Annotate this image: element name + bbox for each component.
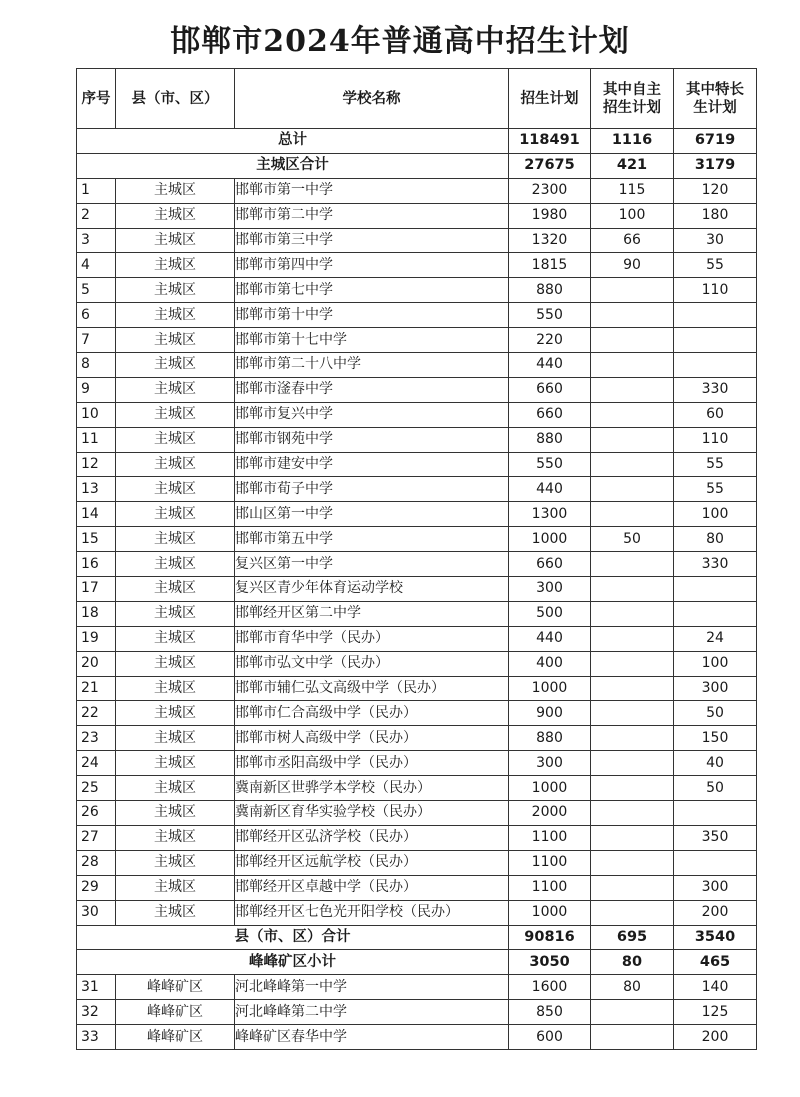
cell-self-plan: 66 [591, 228, 674, 253]
cell-plan: 2000 [509, 801, 591, 826]
cell-county: 主城区 [116, 377, 235, 402]
row-number: 6 [81, 306, 90, 323]
cell-county: 主城区 [116, 552, 235, 577]
row-number: 26 [81, 804, 99, 821]
cell-county: 主城区 [116, 278, 235, 303]
cell-self-plan [591, 900, 674, 925]
cell-county: 主城区 [116, 850, 235, 875]
table-row [77, 278, 757, 303]
cell-self-plan [591, 477, 674, 502]
cell-county: 主城区 [116, 328, 235, 353]
cell-no [77, 477, 116, 502]
cell-no [77, 228, 116, 253]
cell-plan: 440 [509, 626, 591, 651]
cell-self-plan: 100 [591, 203, 674, 228]
cell-plan: 880 [509, 427, 591, 452]
summary-label: 峰峰矿区小计 [77, 950, 509, 975]
row-number: 29 [81, 879, 99, 896]
table-row [77, 178, 757, 203]
cell-no [77, 701, 116, 726]
cell-county: 主城区 [116, 303, 235, 328]
cell-self-plan [591, 701, 674, 726]
cell-school: 邯郸市复兴中学 [235, 402, 509, 427]
cell-self-plan: 90 [591, 253, 674, 278]
cell-county: 峰峰矿区 [116, 1000, 235, 1025]
cell-school: 邯郸市第二十八中学 [235, 353, 509, 378]
cell-plan: 1000 [509, 527, 591, 552]
cell-special-plan: 300 [674, 875, 757, 900]
cell-no [77, 676, 116, 701]
row-number: 3 [81, 232, 90, 248]
cell-special-plan [674, 303, 757, 328]
cell-plan: 90816 [509, 925, 591, 950]
cell-special-plan: 50 [674, 701, 757, 726]
table-row [77, 651, 757, 676]
table-row [77, 850, 757, 875]
cell-self-plan [591, 377, 674, 402]
cell-no [77, 626, 116, 651]
cell-plan: 500 [509, 601, 591, 626]
row-number: 1 [81, 182, 90, 199]
page-title: 邯郸市2024年普通高中招生计划 [170, 24, 630, 59]
cell-school: 冀南新区育华实验学校（民办） [235, 801, 509, 826]
cell-self-plan [591, 502, 674, 527]
cell-county: 主城区 [116, 228, 235, 253]
row-number: 11 [81, 431, 99, 448]
cell-no [77, 776, 116, 801]
cell-county: 主城区 [116, 452, 235, 477]
cell-plan: 3050 [509, 950, 591, 975]
cell-self-plan [591, 1000, 674, 1025]
cell-self-plan: 50 [591, 527, 674, 552]
cell-school: 峰峰矿区春华中学 [235, 1025, 509, 1050]
row-number: 23 [81, 729, 99, 746]
cell-no [77, 825, 116, 850]
row-number: 15 [81, 530, 99, 547]
cell-county: 主城区 [116, 900, 235, 925]
cell-no [77, 353, 116, 378]
cell-plan: 1980 [509, 203, 591, 228]
table-header-row [77, 69, 757, 129]
cell-school: 邯郸经开区第二中学 [235, 601, 509, 626]
row-number: 16 [81, 555, 99, 572]
cell-plan: 660 [509, 377, 591, 402]
row-number: 8 [81, 356, 90, 373]
cell-no [77, 850, 116, 875]
cell-self-plan: 80 [591, 975, 674, 1000]
cell-no [77, 253, 116, 278]
row-number: 12 [81, 456, 99, 473]
cell-self-plan: 115 [591, 178, 674, 203]
cell-plan: 550 [509, 303, 591, 328]
header-plan: 招生计划 [509, 69, 591, 129]
cell-self-plan [591, 726, 674, 751]
cell-school: 邯郸经开区七色光开阳学校（民办） [235, 900, 509, 925]
cell-special-plan: 200 [674, 900, 757, 925]
cell-school: 邯郸市荀子中学 [235, 477, 509, 502]
header-no: 序号 [77, 69, 116, 129]
row-number: 7 [81, 331, 90, 348]
cell-special-plan: 55 [674, 253, 757, 278]
cell-self-plan: 1116 [591, 129, 674, 154]
cell-county: 主城区 [116, 577, 235, 602]
cell-plan: 1100 [509, 875, 591, 900]
row-number: 20 [81, 655, 99, 672]
cell-self-plan [591, 825, 674, 850]
cell-no [77, 601, 116, 626]
cell-school: 邯郸市第一中学 [235, 178, 509, 203]
cell-school: 邯郸市钢苑中学 [235, 427, 509, 452]
cell-county: 主城区 [116, 801, 235, 826]
cell-no [77, 452, 116, 477]
table-row [77, 875, 757, 900]
cell-no [77, 178, 116, 203]
cell-plan: 1600 [509, 975, 591, 1000]
table-row [77, 328, 757, 353]
cell-school: 邯郸市丞阳高级中学（民办） [235, 751, 509, 776]
cell-plan: 1000 [509, 676, 591, 701]
cell-no [77, 203, 116, 228]
table-row [77, 751, 757, 776]
cell-no [77, 328, 116, 353]
row-number: 22 [81, 704, 99, 721]
cell-special-plan: 55 [674, 452, 757, 477]
cell-county: 主城区 [116, 178, 235, 203]
row-number: 21 [81, 680, 99, 697]
row-number: 32 [81, 1003, 99, 1020]
cell-special-plan [674, 328, 757, 353]
row-number: 10 [81, 406, 99, 423]
cell-school: 邯郸市第十中学 [235, 303, 509, 328]
cell-school: 邯郸市第四中学 [235, 253, 509, 278]
summary-label: 县（市、区）合计 [77, 925, 509, 950]
cell-county: 主城区 [116, 651, 235, 676]
cell-school: 冀南新区世骅学本学校（民办） [235, 776, 509, 801]
cell-plan: 880 [509, 726, 591, 751]
cell-self-plan [591, 850, 674, 875]
cell-self-plan: 80 [591, 950, 674, 975]
cell-school: 邯郸市第五中学 [235, 527, 509, 552]
table-row [77, 427, 757, 452]
cell-plan: 900 [509, 701, 591, 726]
cell-self-plan [591, 676, 674, 701]
header-self-plan [591, 69, 674, 129]
cell-special-plan: 140 [674, 975, 757, 1000]
cell-self-plan [591, 875, 674, 900]
cell-plan: 440 [509, 353, 591, 378]
cell-school: 邯山区第一中学 [235, 502, 509, 527]
cell-special-plan: 330 [674, 552, 757, 577]
cell-no [77, 377, 116, 402]
cell-special-plan: 110 [674, 278, 757, 303]
cell-special-plan: 60 [674, 402, 757, 427]
cell-self-plan [591, 328, 674, 353]
cell-plan: 300 [509, 751, 591, 776]
summary-row [77, 153, 757, 178]
cell-plan: 1300 [509, 502, 591, 527]
row-number: 4 [81, 256, 90, 273]
table-row [77, 527, 757, 552]
cell-plan: 2300 [509, 178, 591, 203]
cell-school: 复兴区青少年体育运动学校 [235, 577, 509, 602]
cell-special-plan: 80 [674, 527, 757, 552]
cell-county: 主城区 [116, 726, 235, 751]
cell-no [77, 402, 116, 427]
cell-self-plan [591, 303, 674, 328]
row-number: 13 [81, 480, 99, 497]
cell-special-plan: 330 [674, 377, 757, 402]
cell-no [77, 801, 116, 826]
table-row [77, 477, 757, 502]
summary-row [77, 950, 757, 975]
cell-county: 峰峰矿区 [116, 1025, 235, 1050]
cell-self-plan [591, 751, 674, 776]
table-row [77, 502, 757, 527]
cell-plan: 600 [509, 1025, 591, 1050]
enrollment-plan-table [76, 68, 757, 1050]
cell-plan: 660 [509, 402, 591, 427]
cell-no [77, 1025, 116, 1050]
cell-county: 主城区 [116, 751, 235, 776]
cell-special-plan: 24 [674, 626, 757, 651]
cell-plan: 550 [509, 452, 591, 477]
row-number: 24 [81, 754, 99, 771]
cell-no [77, 278, 116, 303]
cell-plan: 1320 [509, 228, 591, 253]
cell-plan: 1100 [509, 825, 591, 850]
cell-special-plan: 120 [674, 178, 757, 203]
cell-special-plan: 180 [674, 203, 757, 228]
cell-self-plan [591, 427, 674, 452]
cell-county: 主城区 [116, 601, 235, 626]
cell-no [77, 726, 116, 751]
cell-no [77, 900, 116, 925]
row-number: 14 [81, 505, 99, 522]
cell-school: 邯郸市第二中学 [235, 203, 509, 228]
header-county: 县（市、区） [116, 69, 235, 129]
header-special-plan [674, 69, 757, 129]
cell-self-plan [591, 353, 674, 378]
cell-plan: 1000 [509, 776, 591, 801]
table-row [77, 253, 757, 278]
cell-school: 邯郸市第十七中学 [235, 328, 509, 353]
summary-label: 总计 [77, 129, 509, 154]
cell-self-plan [591, 651, 674, 676]
cell-no [77, 975, 116, 1000]
cell-self-plan [591, 552, 674, 577]
cell-plan: 220 [509, 328, 591, 353]
table-row [77, 601, 757, 626]
table-row [77, 701, 757, 726]
cell-plan: 27675 [509, 153, 591, 178]
header-special-line1: 其中特长 [686, 81, 744, 98]
cell-self-plan [591, 278, 674, 303]
cell-county: 主城区 [116, 427, 235, 452]
table-row [77, 825, 757, 850]
table-row [77, 1025, 757, 1050]
table-row [77, 377, 757, 402]
cell-school: 复兴区第一中学 [235, 552, 509, 577]
cell-school: 邯郸市仁合高级中学（民办） [235, 701, 509, 726]
table-row [77, 452, 757, 477]
cell-special-plan [674, 801, 757, 826]
table-row [77, 801, 757, 826]
cell-plan: 118491 [509, 129, 591, 154]
header-self-line1: 其中自主 [603, 81, 661, 98]
cell-county: 峰峰矿区 [116, 975, 235, 1000]
cell-school: 河北峰峰第一中学 [235, 975, 509, 1000]
cell-county: 主城区 [116, 502, 235, 527]
row-number: 30 [81, 904, 99, 921]
cell-county: 主城区 [116, 353, 235, 378]
cell-special-plan: 3179 [674, 153, 757, 178]
cell-county: 主城区 [116, 527, 235, 552]
cell-school: 邯郸市树人高级中学（民办） [235, 726, 509, 751]
table-row [77, 1000, 757, 1025]
cell-special-plan: 300 [674, 676, 757, 701]
cell-special-plan: 110 [674, 427, 757, 452]
cell-no [77, 303, 116, 328]
row-number: 17 [81, 580, 99, 597]
cell-self-plan: 421 [591, 153, 674, 178]
cell-school: 河北峰峰第二中学 [235, 1000, 509, 1025]
cell-no [77, 527, 116, 552]
row-number: 2 [81, 207, 90, 224]
cell-school: 邯郸市辅仁弘文高级中学（民办） [235, 676, 509, 701]
cell-county: 主城区 [116, 477, 235, 502]
cell-special-plan: 200 [674, 1025, 757, 1050]
cell-special-plan: 465 [674, 950, 757, 975]
cell-self-plan [591, 402, 674, 427]
cell-school: 邯郸市滏春中学 [235, 377, 509, 402]
table-row [77, 303, 757, 328]
table-row [77, 726, 757, 751]
cell-self-plan [591, 452, 674, 477]
cell-school: 邯郸市第三中学 [235, 228, 509, 253]
table-row [77, 353, 757, 378]
cell-special-plan: 150 [674, 726, 757, 751]
cell-school: 邯郸经开区远航学校（民办） [235, 850, 509, 875]
table-row [77, 203, 757, 228]
cell-school: 邯郸市第七中学 [235, 278, 509, 303]
cell-county: 主城区 [116, 402, 235, 427]
cell-plan: 880 [509, 278, 591, 303]
cell-special-plan: 125 [674, 1000, 757, 1025]
row-number: 25 [81, 779, 99, 796]
cell-special-plan: 100 [674, 651, 757, 676]
table-row [77, 776, 757, 801]
cell-no [77, 552, 116, 577]
cell-county: 主城区 [116, 701, 235, 726]
table-row [77, 900, 757, 925]
cell-plan: 400 [509, 651, 591, 676]
cell-self-plan [591, 626, 674, 651]
cell-plan: 300 [509, 577, 591, 602]
cell-special-plan [674, 353, 757, 378]
table-row [77, 676, 757, 701]
cell-plan: 850 [509, 1000, 591, 1025]
cell-special-plan: 55 [674, 477, 757, 502]
table-row [77, 228, 757, 253]
cell-special-plan: 40 [674, 751, 757, 776]
cell-special-plan: 30 [674, 228, 757, 253]
cell-no [77, 651, 116, 676]
cell-plan: 1000 [509, 900, 591, 925]
cell-school: 邯郸市育华中学（民办） [235, 626, 509, 651]
cell-plan: 660 [509, 552, 591, 577]
cell-county: 主城区 [116, 253, 235, 278]
cell-county: 主城区 [116, 825, 235, 850]
cell-self-plan [591, 776, 674, 801]
row-number: 9 [81, 381, 90, 398]
cell-special-plan: 350 [674, 825, 757, 850]
cell-county: 主城区 [116, 203, 235, 228]
header-self-line2: 招生计划 [603, 99, 661, 116]
row-number: 28 [81, 854, 99, 871]
summary-label: 主城区合计 [77, 153, 509, 178]
cell-special-plan [674, 601, 757, 626]
row-number: 27 [81, 829, 99, 846]
row-number: 18 [81, 605, 99, 622]
cell-plan: 1100 [509, 850, 591, 875]
cell-self-plan [591, 801, 674, 826]
cell-no [77, 502, 116, 527]
cell-school: 邯郸经开区弘济学校（民办） [235, 825, 509, 850]
cell-self-plan [591, 1025, 674, 1050]
cell-self-plan [591, 577, 674, 602]
header-special-line2: 生计划 [693, 99, 737, 116]
row-number: 19 [81, 630, 99, 647]
summary-row [77, 925, 757, 950]
summary-row [77, 129, 757, 154]
table-row [77, 975, 757, 1000]
cell-no [77, 1000, 116, 1025]
row-number: 5 [81, 281, 90, 298]
cell-no [77, 751, 116, 776]
cell-no [77, 427, 116, 452]
cell-county: 主城区 [116, 875, 235, 900]
cell-self-plan: 695 [591, 925, 674, 950]
table-row [77, 402, 757, 427]
cell-special-plan [674, 850, 757, 875]
cell-school: 邯郸经开区卓越中学（民办） [235, 875, 509, 900]
cell-special-plan [674, 577, 757, 602]
cell-no [77, 875, 116, 900]
cell-plan: 440 [509, 477, 591, 502]
row-number: 33 [81, 1028, 99, 1045]
cell-special-plan: 3540 [674, 925, 757, 950]
cell-special-plan: 6719 [674, 129, 757, 154]
cell-school: 邯郸市弘文中学（民办） [235, 651, 509, 676]
cell-school: 邯郸市建安中学 [235, 452, 509, 477]
cell-county: 主城区 [116, 626, 235, 651]
cell-special-plan: 50 [674, 776, 757, 801]
cell-county: 主城区 [116, 676, 235, 701]
row-number: 31 [81, 978, 99, 995]
header-school: 学校名称 [235, 69, 509, 129]
table-body [77, 129, 757, 1050]
cell-no [77, 577, 116, 602]
table-row [77, 577, 757, 602]
cell-special-plan: 100 [674, 502, 757, 527]
cell-plan: 1815 [509, 253, 591, 278]
table-row [77, 552, 757, 577]
cell-county: 主城区 [116, 776, 235, 801]
table-row [77, 626, 757, 651]
cell-self-plan [591, 601, 674, 626]
